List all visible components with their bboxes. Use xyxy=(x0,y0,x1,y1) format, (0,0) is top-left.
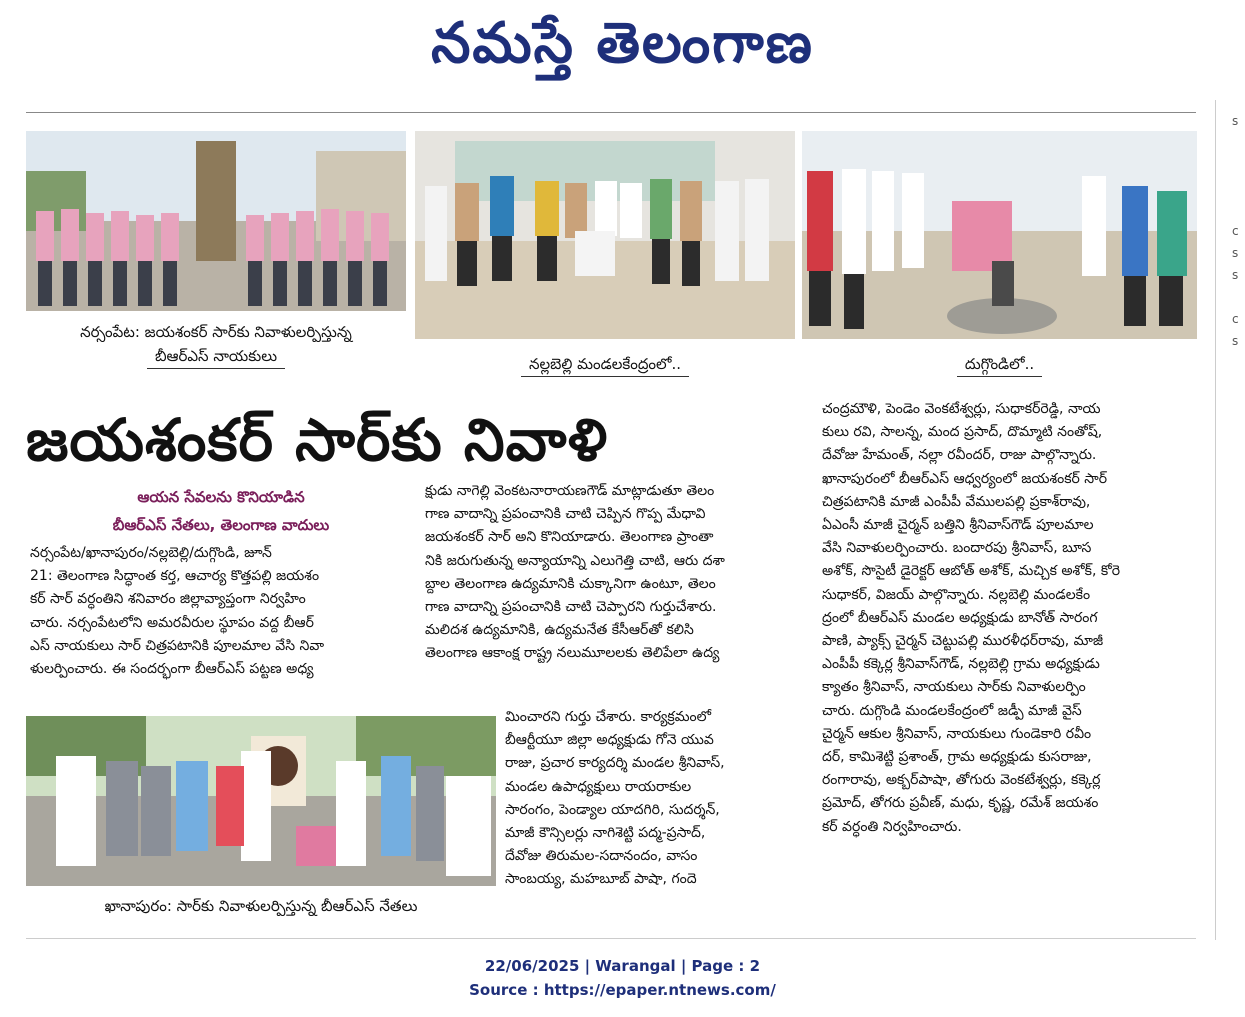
body-line: ఏఎంసీ మాజీ చైర్మన్ బత్తిని శ్రీనివాస్‌గౌడ్ పూలమాల xyxy=(822,517,1094,534)
body-line: కులు రవి, సాలన్న, మంద ప్రసాద్, దొమ్మాటి నంతోష్, xyxy=(822,424,1103,441)
body-column-2-lower xyxy=(505,706,800,892)
body-line: ద్రంలో బీఆర్ఎస్ మండల అధ్యక్షుడు బానోత్ సారంగ xyxy=(822,609,1098,626)
caption-nallabelli xyxy=(415,352,795,377)
body-line: అశోక్, సొసైటీ డైరెక్టర్ ఆబోత్ అశోక్, మచ్చిక అశోక్, కోరె xyxy=(822,563,1120,580)
body-line: ఎంపీపీ కక్కెర్ల శ్రీనివాస్‌గౌడ్, నల్లబెల్లి గ్రామ అధ్యక్షుడు xyxy=(822,656,1100,673)
body-line: పాణి, ప్యాక్స్ చైర్మన్ చెట్టుపల్లి మురళీధర్‌రావు, మాజీ xyxy=(822,633,1104,650)
caption-line: బీఆర్ఎస్ నాయకులు xyxy=(147,344,285,369)
body-line: 21: తెలంగాణ సిద్ధాంత కర్త, ఆచార్య కొత్తపల్లి జయశం xyxy=(30,568,320,585)
body-line: రంగారావు, అక్బర్‌పాషా, తోగురు వెంకటేశ్వర్లు, కక్కెర్ల xyxy=(822,772,1101,789)
subhead-line: బీఆర్ఎస్ నేతలు, తెలంగాణ వాదులు xyxy=(112,516,330,534)
photo-narsampet xyxy=(26,131,406,311)
body-line: చైర్మన్ ఆకుల శ్రీనివాస్, నాయకులు గుండెకారి రవీం xyxy=(822,725,1092,742)
article-headline: జయశంకర్ సార్‌కు నివాళి xyxy=(26,406,609,474)
body-line: రాజు, ప్రచార కార్యదర్శి మండల శ్రీనివాస్, xyxy=(505,755,725,772)
body-line: చారు. నర్సంపేటలోని అమరవీరుల స్థూపం వద్ద బీఆర్ xyxy=(30,614,314,631)
footer-date-edition: 22/06/2025 | Warangal | Page : 2 xyxy=(484,957,761,975)
body-line: ఎస్ నాయకులు సార్ చిత్రపటానికి పూలమాల వేసి నివా xyxy=(30,637,325,654)
body-line: నికి జరుగుతున్న అన్యాయాన్ని ఎలుగెత్తి చాటి, ఆరు దశా xyxy=(425,552,725,569)
body-line: జయశంకర్ సార్ అని కొనియాడారు. తెలంగాణ ప్రాంతా xyxy=(425,529,714,546)
article-subhead xyxy=(26,483,416,539)
photo-khanapuram xyxy=(26,716,496,886)
body-line: కర్ సార్ వర్ధంతిని శనివారం జిల్లావ్యాప్తంగా నిర్వహిం xyxy=(30,591,306,608)
body-line: బ్దాల తెలంగాణ ఉద్యమానికి చుక్కానిగా ఉంటూ, తెలం xyxy=(425,575,716,592)
caption-line: దుగ్గొండిలో.. xyxy=(957,352,1042,377)
footer-source-link[interactable]: Source : https://epaper.ntnews.com/ xyxy=(469,981,776,999)
body-line: సుధాకర్, విజయ్ పాల్గొన్నారు. నల్లబెల్లి మండలకేం xyxy=(822,586,1091,603)
body-line: నర్సంపేట/ఖానాపురం/నల్లబెల్లి/దుగ్గొండి, జూన్ xyxy=(30,545,272,561)
footer-info xyxy=(0,954,1245,1002)
body-line: బీఆర్టీయూ జిల్లా అధ్యక్షుడు గోనె యువ xyxy=(505,732,714,749)
footer-rule xyxy=(26,938,1196,939)
caption-duggondi xyxy=(802,352,1197,377)
caption-line: నర్సంపేట: జయశంకర్ సార్‌కు నివాళులర్పిస్తున్న xyxy=(80,323,352,341)
body-line: ఖానాపురంలో బీఆర్ఎస్ ఆధ్వర్యంలో జయశంకర్ సార్ xyxy=(822,470,1108,487)
body-line: మాజీ కౌన్సిలర్లు నాగిశెట్టి పద్మ-ప్రసాద్, xyxy=(505,825,706,842)
body-line: క్షుడు నాగెల్లి వెంకటనారాయణగౌడ్ మాట్లాడుతూ తెలం xyxy=(425,483,715,499)
caption-line: నల్లబెల్లి మండలకేంద్రంలో.. xyxy=(521,352,689,377)
body-line: క్యాతం శ్రీనివాస్, నాయకులు సార్‌కు నివాళులర్పిం xyxy=(822,679,1086,696)
body-column-2-upper xyxy=(425,480,800,666)
body-line: దేవోజు హేమంత్, నల్లా రవీందర్, రాజు పాల్గొన్నారు. xyxy=(822,447,1097,464)
body-line: వేసి నివాళులర్పించారు. బందారపు శ్రీనివాస్, బూస xyxy=(822,540,1092,557)
body-line: గాణ వాదాన్ని ప్రపంచానికి చాటి చెప్పిన గొప్ప మేధావి xyxy=(425,506,706,523)
body-line: కర్ వర్ధంతి నిర్వహించారు. xyxy=(822,818,962,835)
body-line: ళులర్పించారు. ఈ సందర్భంగా బీఆర్ఎస్ పట్టణ అధ్య xyxy=(30,661,314,678)
adjacent-page-edge: s c s s c s xyxy=(1232,114,1239,348)
photo-nallabelli xyxy=(415,131,795,339)
body-line: ప్రమోద్, తోగరు ప్రవీణ్, మధు, కృష్ణ, రమేశ్ జయశం xyxy=(822,795,1099,812)
subhead-line: ఆయన సేవలను కొనియాడిన xyxy=(137,488,305,506)
caption-khanapuram xyxy=(26,894,496,918)
right-margin-rule xyxy=(1215,100,1216,940)
body-line: మించారని గుర్తు చేశారు. కార్యక్రమంలో xyxy=(505,709,712,725)
caption-line: ఖానాపురం: సార్‌కు నివాళులర్పిస్తున్న బీఆర్ఎస్ నేతలు xyxy=(104,897,418,915)
body-column-1 xyxy=(30,542,410,681)
body-line: చారు. దుగ్గొండి మండలకేంద్రంలో జడ్పీ మాజీ వైస్ xyxy=(822,702,1082,719)
body-line: మండల ఉపాధ్యక్షులు రాయరాకుల xyxy=(505,778,692,795)
body-line: చంద్రమౌళి, పెండెం వెంకటేశ్వర్లు, సుధాకర్‌రెడ్డి, నాయ xyxy=(822,401,1101,417)
body-line: మలిదశ ఉద్యమానికి, ఉద్యమనేత కేసీఆర్‌తో కలిసి xyxy=(425,622,694,639)
body-line: సాంబయ్య, మహబూబ్ పాషా, గందె xyxy=(505,871,697,888)
body-line: దేవోజు తిరుమల-సదానందం, వాసం xyxy=(505,848,698,865)
masthead-rule xyxy=(26,112,1196,113)
body-line: చిత్రపటానికి మాజీ ఎంపీపీ వేములపల్లి ప్రకాశ్‌రావు, xyxy=(822,493,1091,510)
newspaper-masthead: నమస్తే తెలంగాణ xyxy=(431,10,814,76)
photo-duggondi xyxy=(802,131,1197,339)
body-line: దర్, కామిశెట్టి ప్రశాంత్, గ్రామ అధ్యక్షుడు కుసరాజు, xyxy=(822,749,1092,766)
body-line: గాణ వాదాన్ని ప్రపంచానికి చాటి చెప్పారని గుర్తుచేశారు. xyxy=(425,599,717,616)
caption-narsampet xyxy=(26,320,406,369)
body-line: తెలంగాణ ఆకాంక్ష రాష్ట్ర నలుమూలలకు తెలిపేలా ఉద్య xyxy=(425,645,720,662)
body-column-3 xyxy=(822,398,1197,839)
body-line: సారంగం, పెండ్యాల యాదగిరి, సుదర్శన్, xyxy=(505,801,720,818)
